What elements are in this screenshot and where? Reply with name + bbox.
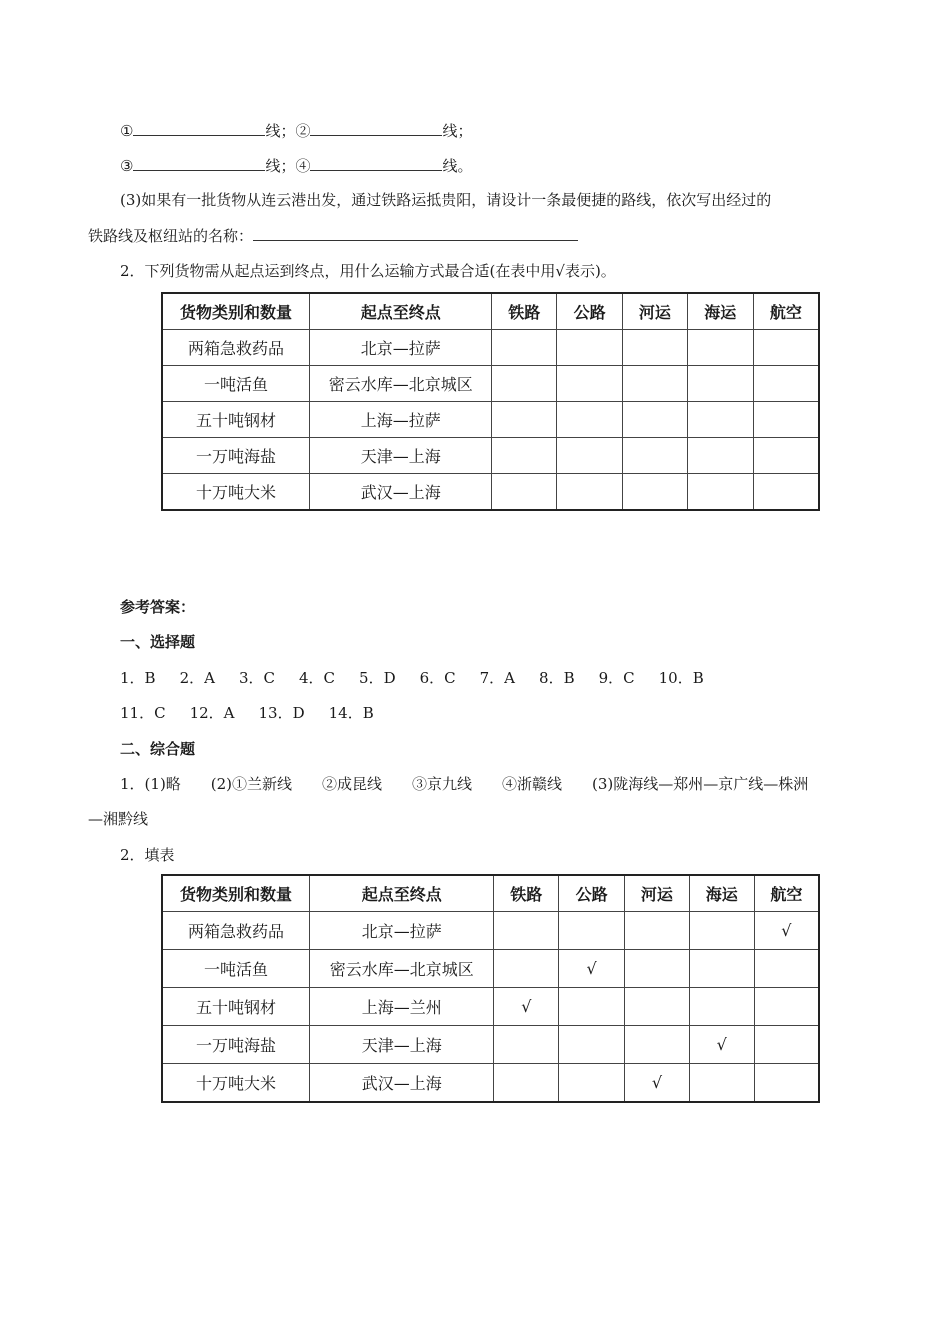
check-cell: √ <box>494 988 559 1026</box>
header-air: 航空 <box>754 875 819 912</box>
answer-cell[interactable] <box>557 366 623 402</box>
blank-row-1 <box>120 121 472 141</box>
answer-cell[interactable] <box>557 330 623 366</box>
answer-cell[interactable] <box>623 402 688 438</box>
answer-cell[interactable] <box>623 474 688 510</box>
choice-answer: 4．C <box>299 669 336 687</box>
answer-cell[interactable] <box>492 366 557 402</box>
header-rail: 铁路 <box>492 293 557 330</box>
check-cell: √ <box>559 950 625 988</box>
q3-label: 铁路线及枢纽站的名称： <box>88 227 254 245</box>
route-cell: 密云水库—北京城区 <box>310 366 492 402</box>
table-header-row <box>162 875 819 912</box>
choice-answer: 2．A <box>179 669 215 687</box>
table-row <box>162 366 819 402</box>
route-cell: 天津—上海 <box>310 438 492 474</box>
check-cell <box>625 950 690 988</box>
table-row <box>162 330 819 366</box>
table-header-row <box>162 293 819 330</box>
table-row <box>162 988 819 1026</box>
choice-answer: 7．A <box>479 669 516 687</box>
goods-cell: 两箱急救药品 <box>162 330 310 366</box>
answer-cell[interactable] <box>623 366 688 402</box>
route-cell: 武汉—上海 <box>310 1064 494 1102</box>
check-cell <box>494 1064 559 1102</box>
check-cell <box>559 1026 625 1064</box>
answer-cell[interactable] <box>492 474 557 510</box>
choice-answer: 8．B <box>539 669 575 687</box>
goods-cell: 一万吨海盐 <box>162 438 310 474</box>
check-cell <box>754 988 819 1026</box>
check-cell <box>754 1064 819 1102</box>
header-sea: 海运 <box>689 875 754 912</box>
check-cell <box>689 912 754 950</box>
suffix-4: 线。 <box>442 157 473 175</box>
suffix-1: 线；② <box>265 122 311 140</box>
choice-answer: 14．B <box>328 704 374 722</box>
q3-text-line-1: (3)如果有一批货物从连云港出发，通过铁路运抵贵阳，请设计一条最便捷的路线，依次写出经过的 <box>120 191 772 209</box>
blank-field-1[interactable] <box>133 121 265 136</box>
header-sea: 海运 <box>687 293 753 330</box>
choice-answer: 5．D <box>359 669 396 687</box>
comp-answer-1-line-2: —湘黔线 <box>88 810 149 828</box>
answer-table <box>161 874 820 1103</box>
suffix-3: 线；④ <box>265 157 311 175</box>
check-cell <box>689 1064 754 1102</box>
answer-cell[interactable] <box>753 402 819 438</box>
answer-cell[interactable] <box>753 366 819 402</box>
question-table <box>161 292 820 511</box>
goods-cell: 一吨活鱼 <box>162 950 310 988</box>
table-row <box>162 950 819 988</box>
answer-cell[interactable] <box>492 402 557 438</box>
header-air: 航空 <box>753 293 819 330</box>
header-route: 起点至终点 <box>310 293 492 330</box>
check-cell <box>559 912 625 950</box>
header-river: 河运 <box>625 875 690 912</box>
goods-cell: 十万吨大米 <box>162 474 310 510</box>
goods-cell: 一吨活鱼 <box>162 366 310 402</box>
check-cell: √ <box>754 912 819 950</box>
answer-cell[interactable] <box>753 438 819 474</box>
answer-cell[interactable] <box>557 474 623 510</box>
q3-text-line-2 <box>88 226 578 246</box>
choice-answer: 1．B <box>120 669 156 687</box>
table-row <box>162 474 819 510</box>
check-cell <box>494 1026 559 1064</box>
choice-answer: 13．D <box>258 704 305 722</box>
section-2-title: 二、综合题 <box>120 740 196 758</box>
goods-cell: 五十吨钢材 <box>162 402 310 438</box>
table-row <box>162 1064 819 1102</box>
answer-cell[interactable] <box>753 474 819 510</box>
comp-answer-1-line-1: 1．(1)略 (2)①兰新线 ②成昆线 ③京九线 ④浙赣线 (3)陇海线—郑州—京广线—株洲 <box>120 775 809 793</box>
goods-cell: 两箱急救药品 <box>162 912 310 950</box>
goods-cell: 十万吨大米 <box>162 1064 310 1102</box>
answer-cell[interactable] <box>687 330 753 366</box>
route-cell: 武汉—上海 <box>310 474 492 510</box>
choice-answer: 10．B <box>658 669 704 687</box>
answer-cell[interactable] <box>623 438 688 474</box>
check-cell <box>625 1026 690 1064</box>
check-cell: √ <box>689 1026 754 1064</box>
header-road: 公路 <box>557 293 623 330</box>
choice-answer: 3．C <box>238 669 275 687</box>
marker-1: ① <box>120 122 134 140</box>
q3-answer-field[interactable] <box>253 226 578 241</box>
choice-answer: 9．C <box>598 669 635 687</box>
route-cell: 上海—兰州 <box>310 988 494 1026</box>
check-cell: √ <box>625 1064 690 1102</box>
marker-3: ③ <box>120 157 134 175</box>
answer-cell[interactable] <box>753 330 819 366</box>
route-cell: 北京—拉萨 <box>310 330 492 366</box>
choice-answer: 12．A <box>189 704 235 722</box>
goods-cell: 一万吨海盐 <box>162 1026 310 1064</box>
blank-field-3[interactable] <box>133 156 265 171</box>
route-cell: 密云水库—北京城区 <box>310 950 494 988</box>
answer-cell[interactable] <box>687 366 753 402</box>
check-cell <box>754 1026 819 1064</box>
answer-cell[interactable] <box>557 402 623 438</box>
check-cell <box>559 1064 625 1102</box>
check-cell <box>754 950 819 988</box>
table-row <box>162 1026 819 1064</box>
choice-answer: 11．C <box>120 704 166 722</box>
answers-title: 参考答案： <box>120 598 196 616</box>
answer-cell[interactable] <box>492 330 557 366</box>
check-cell <box>689 950 754 988</box>
table-row <box>162 402 819 438</box>
check-cell <box>494 950 559 988</box>
answer-cell[interactable] <box>623 330 688 366</box>
table-row <box>162 912 819 950</box>
check-cell <box>689 988 754 1026</box>
comp-answer-2-label: 2．填表 <box>120 846 175 864</box>
answer-cell[interactable] <box>492 438 557 474</box>
header-goods: 货物类别和数量 <box>162 293 310 330</box>
check-cell <box>625 988 690 1026</box>
route-cell: 天津—上海 <box>310 1026 494 1064</box>
check-cell <box>559 988 625 1026</box>
check-cell <box>625 912 690 950</box>
route-cell: 上海—拉萨 <box>310 402 492 438</box>
header-rail: 铁路 <box>494 875 559 912</box>
question-2-prompt: 2．下列货物需从起点运到终点，用什么运输方式最合适(在表中用√表示)。 <box>120 262 616 280</box>
answer-cell[interactable] <box>557 438 623 474</box>
section-1-title: 一、选择题 <box>120 633 196 651</box>
blank-field-2[interactable] <box>310 121 442 136</box>
answer-cell[interactable] <box>687 402 753 438</box>
blank-row-2 <box>120 156 472 176</box>
goods-cell: 五十吨钢材 <box>162 988 310 1026</box>
header-river: 河运 <box>623 293 688 330</box>
suffix-2: 线； <box>442 122 473 140</box>
choice-answer: 6．C <box>419 669 456 687</box>
check-cell <box>494 912 559 950</box>
table-row <box>162 438 819 474</box>
route-cell: 北京—拉萨 <box>310 912 494 950</box>
header-road: 公路 <box>559 875 625 912</box>
answer-cell[interactable] <box>687 474 753 510</box>
header-goods: 货物类别和数量 <box>162 875 310 912</box>
choice-answers-row-1 <box>120 668 728 688</box>
choice-answers-row-2 <box>120 703 398 723</box>
header-route: 起点至终点 <box>310 875 494 912</box>
blank-field-4[interactable] <box>310 156 442 171</box>
answer-cell[interactable] <box>687 438 753 474</box>
